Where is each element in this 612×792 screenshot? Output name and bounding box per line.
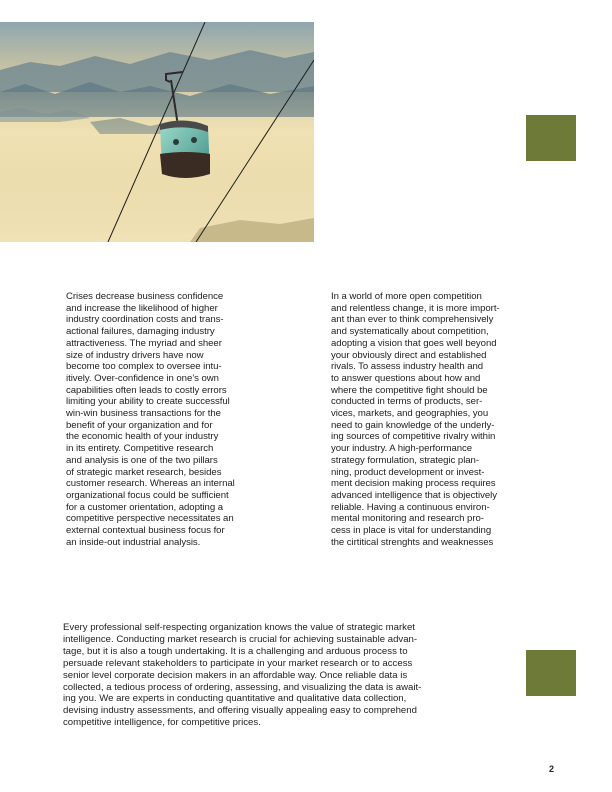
text-line: and increase the likelihood of higher [66,302,218,314]
text-line: ant than ever to think comprehensively [331,314,494,326]
text-line: devising industry assessments, and offering visually appealing easy to comprehend [63,705,417,717]
page-number: 2 [549,764,555,774]
text-line: capabilities often leads to costly errors [66,384,227,396]
text-line: organizational focus could be sufficient [66,489,229,501]
text-line: Crises decrease business confidence [66,291,224,302]
text-line: your industry. A high-performance [331,443,473,455]
text-line: ing sources of competitive rivalry within [331,431,496,443]
left-text-column [66,291,264,548]
text-line: external contextual business focus for [66,525,225,537]
text-line: adopting a vision that goes well beyond [331,337,497,349]
text-line: the cirtitical strenghts and weaknesses [331,536,494,548]
text-line: vices, markets, and geographies, you [331,408,489,420]
text-line: industry coordination costs and trans- [66,314,224,326]
text-line: persuade relevant stakeholders to participate in your market research or to access [63,657,413,669]
text-line: tage, but it is also a tough undertaking. It is a challenging and arduous process to [63,645,408,657]
text-line: collected, a tedious process of ordering, assessing, and visualizing the data is await- [63,681,422,693]
text-line: of strategic market research, besides [66,466,222,478]
text-line: actional failures, damaging industry [66,326,215,338]
cable-car-photo [0,22,314,242]
text-line: need to gain knowledge of the underly- [331,419,495,431]
text-line: where the competitive fight should be [331,384,488,396]
text-line: size of industry drivers have now [66,349,204,361]
text-line: limiting your ability to create successful [66,396,230,408]
text-line: and relentless change, it is more import- [331,302,500,314]
right-text-column [331,291,529,548]
text-line: the economic health of your industry [66,431,219,443]
text-line: itively. Over-confidence in one’s own [66,372,219,384]
accent-block-bottom [526,650,576,696]
text-line: Every professional self-respecting organization knows the value of strategic market [63,622,415,633]
text-line: ing you. We are experts in conducting quantitative and qualitative data collection, [63,693,407,705]
text-line: senior level corporate decision makers in an affordable way. Once reliable data is [63,669,408,681]
text-line: ment decision making process requires [331,478,496,490]
text-line: reliable. Having a continuous environ- [331,501,490,513]
text-line: for a customer orientation, adopting a [66,501,224,513]
text-line: rivals. To assess industry health and [331,361,484,373]
text-line: ning, product development or invest- [331,466,485,478]
text-line: attractiveness. The myriad and sheer [66,337,222,349]
text-line: strategy formulation, strategic plan- [331,454,479,466]
text-line: competitive intelligence, for competitive prices. [63,717,261,729]
accent-block-top [526,115,576,161]
text-line: benefit of your organization and for [66,419,213,431]
text-line: customer research. Whereas an internal [66,478,235,490]
text-line: advanced intelligence that is objectively [331,489,497,501]
text-line: become too complex to oversee intu- [66,361,222,373]
text-line: and analysis is one of the two pillars [66,454,218,466]
text-line: cess in place is vital for understanding [331,525,492,537]
text-line: competitive perspective necessitates an [66,513,234,525]
text-line: in its entirety. Competitive research [66,443,214,455]
text-line: your obviously direct and established [331,349,487,361]
bottom-paragraph [63,622,473,729]
text-line: win-win business transactions for the [66,408,221,420]
text-line: conducted in terms of products, ser- [331,396,483,408]
haze-layer [0,92,314,242]
text-line: intelligence. Conducting market research is crucial for achieving sustainable advan- [63,633,418,645]
text-line: an inside-out industrial analysis. [66,536,201,548]
text-line: and systematically about competition, [331,326,489,338]
text-line: to answer questions about how and [331,372,481,384]
text-line: In a world of more open competition [331,291,482,302]
text-line: mental monitoring and research pro- [331,513,484,525]
